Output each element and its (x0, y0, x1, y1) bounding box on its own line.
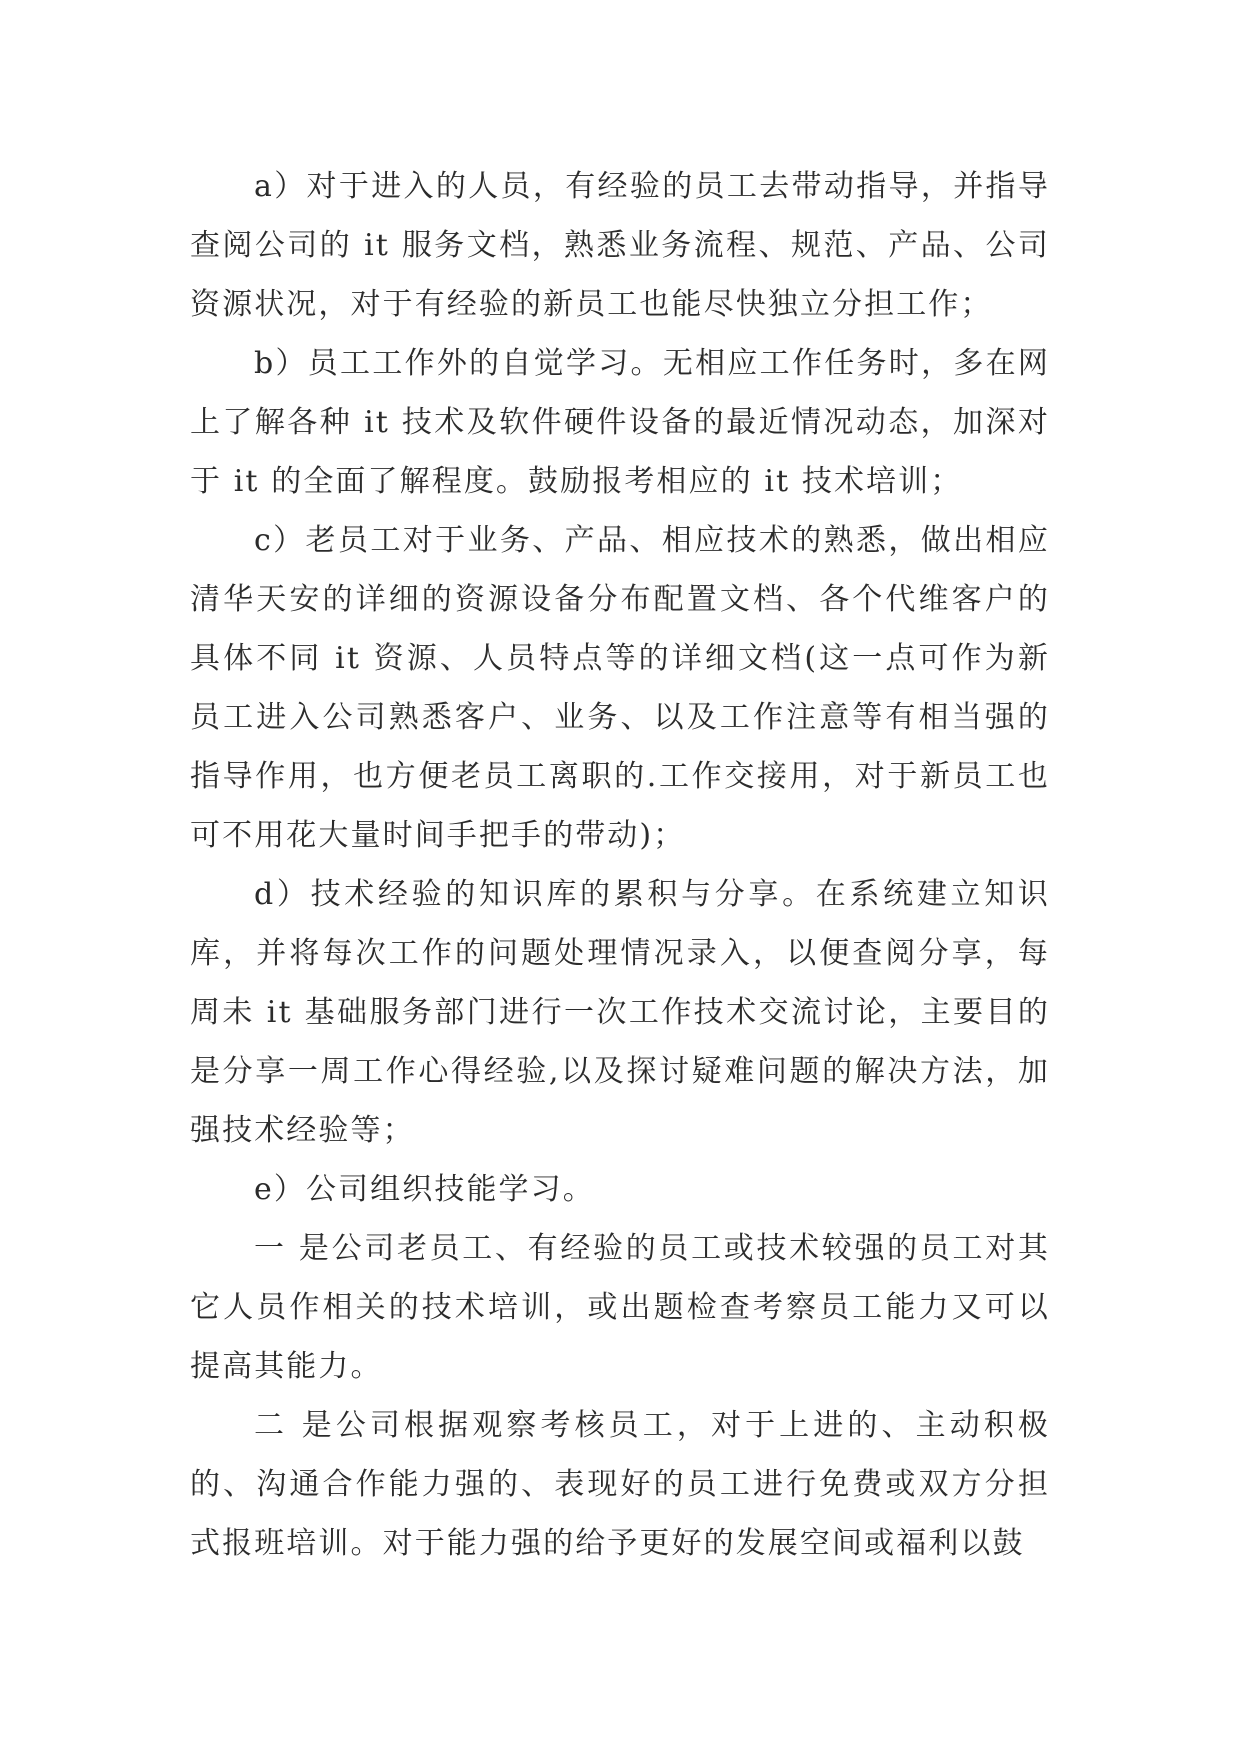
document-body (190, 157, 1050, 1573)
paragraph-second-point: 二 是公司根据观察考核员工，对于上进的、主动积极的、沟通合作能力强的、表现好的员工进行免费或双方分担式报班培训。对于能力强的给予更好的发展空间或福利以鼓 (190, 1408, 1050, 1561)
paragraph-d: d）技术经验的知识库的累积与分享。在系统建立知识库，并将每次工作的问题处理情况录入，以便查阅分享，每周未 it 基础服务部门进行一次工作技术交流讨论，主要目的是分享一周工作心得经验,以及探讨疑难问题的解决方法，加强技术经验等； (190, 877, 1050, 1148)
paragraph-e: e）公司组织技能学习。 (254, 1172, 595, 1207)
paragraph-c: c）老员工对于业务、产品、相应技术的熟悉，做出相应清华天安的详细的资源设备分布配置文档、各个代维客户的具体不同 it 资源、人员特点等的详细文档(这一点可作为新员工进入公司熟悉客户、业务、以及工作注意等有相当强的指导作用，也方便老员工离职的.工作交接用，对于新员工也可不用花大量时间手把手的带动)； (190, 523, 1050, 853)
paragraph-b: b）员工工作外的自觉学习。无相应工作任务时，多在网上了解各种 it 技术及软件硬件设备的最近情况动态，加深对于 it 的全面了解程度。鼓励报考相应的 it 技术培训； (190, 346, 1050, 499)
paragraph-first-point: 一 是公司老员工、有经验的员工或技术较强的员工对其它人员作相关的技术培训，或出题检查考察员工能力又可以提高其能力。 (190, 1231, 1050, 1384)
paragraph-a: a）对于进入的人员，有经验的员工去带动指导，并指导查阅公司的 it 服务文档，熟悉业务流程、规范、产品、公司资源状况，对于有经验的新员工也能尽快独立分担工作； (190, 169, 1050, 322)
